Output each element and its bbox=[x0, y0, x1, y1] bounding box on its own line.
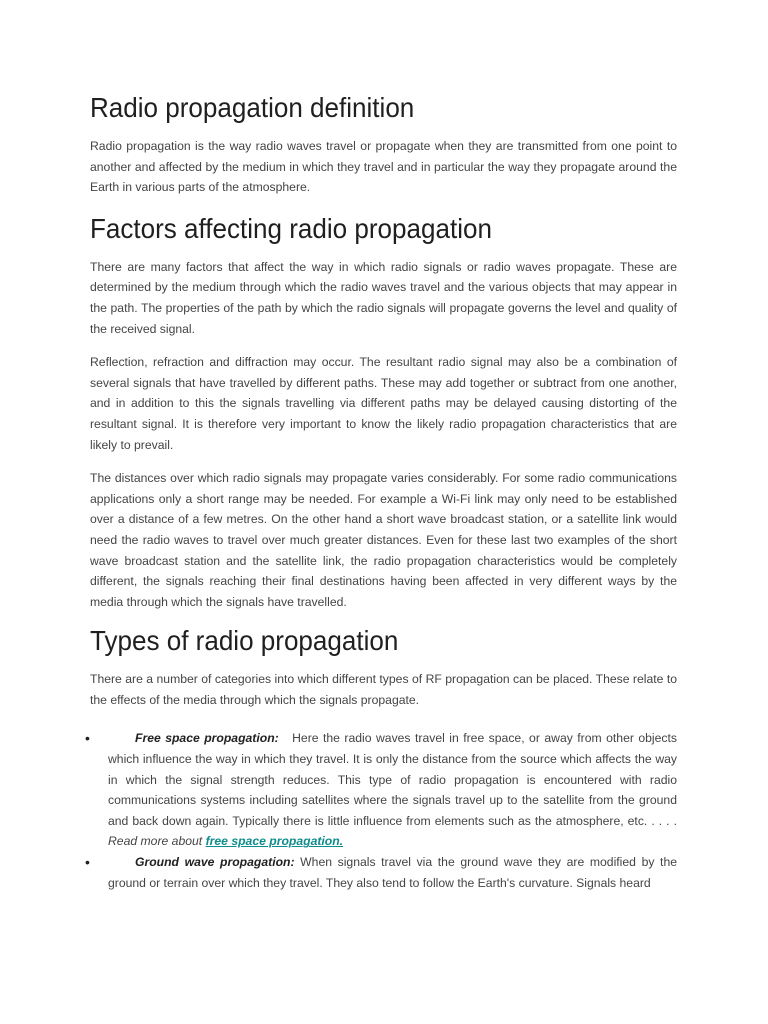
heading-factors-affecting: Factors affecting radio propagation bbox=[90, 212, 492, 244]
paragraph-factors-3: The distances over which radio signals may propagate varies considerably. For some radio communications applications only a short range may be needed. For example a Wi-Fi link may only need to be established over a distance of a few metres. On the other hand a short wave broadcast station, or a satellite link would need the radio waves to travel over much greater distances. Even for these last two examples of the short wave broadcast station and the satellite link, the radio propagation characteristics would be completely different, the signals reaching their final destinations having been affected in very different ways by the media through which the signals have travelled. bbox=[90, 471, 677, 609]
heading-types-of-propagation: Types of radio propagation bbox=[90, 625, 399, 657]
term-free-space: Free space propagation: bbox=[135, 731, 279, 746]
text-ground-wave: When signals travel via the ground wave they are modified by the ground or terrain over which they travel. They also tend to follow the Earth's curvature. Signals heard bbox=[108, 855, 677, 890]
text-free-space: Here the radio waves travel in free space, or away from other objects which influence the way in which they travel. It is only the distance from the source which affects the way in which the signal strength reduces. This type of radio propagation is encountered with radio communications systems including satellites where the signals travel up to the satellite from the ground and back down again. Typically there is little influence from elements such as the atmosphere, etc. . . . . bbox=[108, 731, 677, 828]
paragraph-factors-2: Reflection, refraction and diffraction may occur. The resultant radio signal may also be a combination of several signals that have travelled by different paths. These may add together or subtract from one another, and in addition to this the signals travelling via different paths may be delayed causing distorting of the resultant signal. It is therefore very important to know the likely radio propagation characteristics that are likely to prevail. bbox=[90, 355, 677, 452]
list-item-ground-wave bbox=[85, 852, 677, 893]
heading-radio-propagation-definition: Radio propagation definition bbox=[90, 92, 415, 123]
propagation-types-list bbox=[85, 728, 677, 893]
paragraph-definition: Radio propagation is the way radio waves travel or propagate when they are transmitted from one point to another and affected by the medium in which they travel and in particular the way they propagate around the Earth in various parts of the atmosphere. bbox=[90, 139, 677, 195]
bullet-icon: • bbox=[85, 854, 90, 871]
paragraph-factors-1: There are many factors that affect the way in which radio signals or radio waves propagate. These are determined by the medium through which the radio waves travel and the various objects that may appear in the path. The properties of the path by which the radio signals will propagate governs the level and quality of the received signal. bbox=[90, 259, 677, 336]
list-item-free-space bbox=[85, 728, 677, 852]
free-space-propagation-link[interactable]: free space propagation. bbox=[205, 834, 344, 849]
read-more-label: Read more about bbox=[108, 834, 203, 849]
article bbox=[85, 90, 677, 893]
paragraph-types-intro: There are a number of categories into which different types of RF propagation can be placed. These relate to the effects of the media through which the signals propagate. bbox=[90, 672, 677, 707]
term-ground-wave: Ground wave propagation: bbox=[135, 855, 295, 870]
bullet-icon: • bbox=[85, 730, 90, 747]
